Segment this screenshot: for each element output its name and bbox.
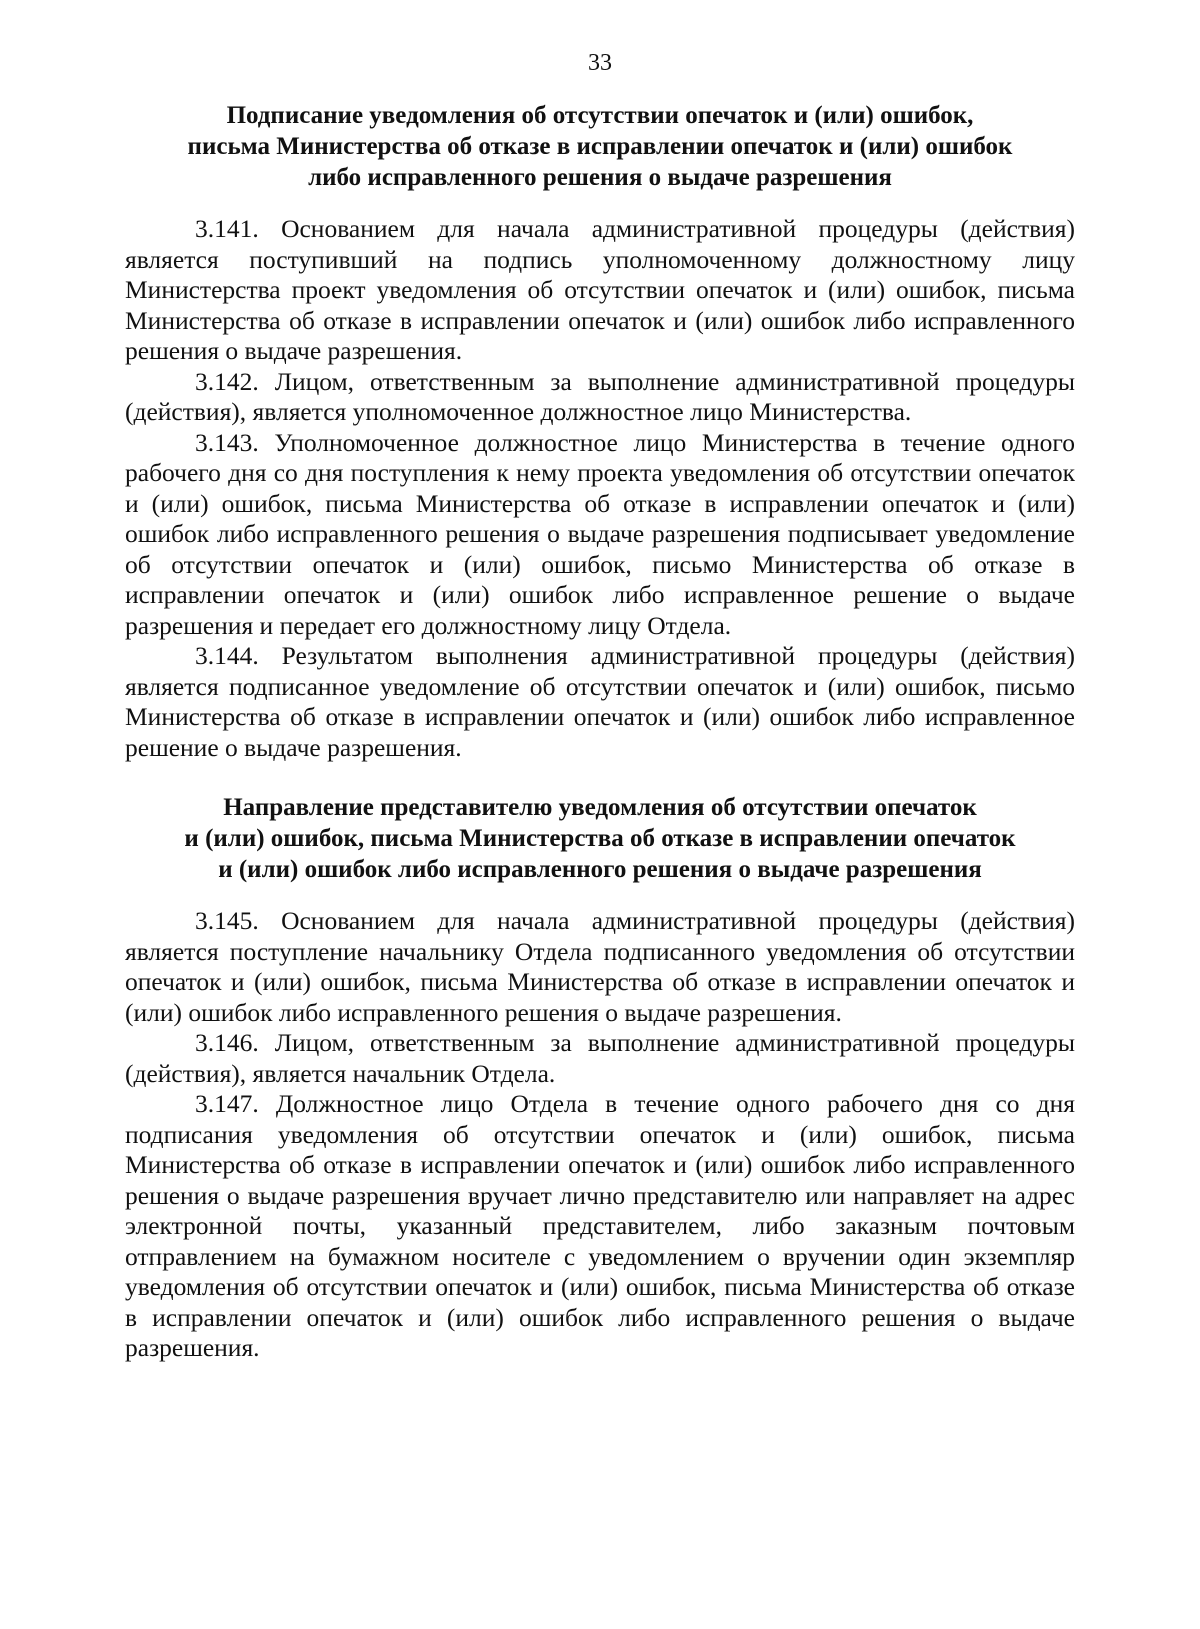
paragraph-3-144: 3.144. Результатом выполнения административной процедуры (действия) является подписанное уведомление об отсутствии опечаток и (или) ошибок, письмо Министерства об отказе в исправлении опечаток и (или) ошибок либо исправленное решение о выдаче разрешения.	[125, 641, 1075, 762]
spacer	[125, 763, 1075, 792]
paragraph-3-146: 3.146. Лицом, ответственным за выполнение административной процедуры (действия), является начальник Отдела.	[125, 1028, 1075, 1088]
paragraph-3-145: 3.145. Основанием для начала административной процедуры (действия) является поступление начальнику Отдела подписанного уведомления об отсутствии опечаток и (или) ошибок, письма Министерства об отказе в исправлении опечаток и (или) ошибок либо исправленного решения о выдаче разрешения.	[125, 906, 1075, 1027]
heading-line: письма Министерства об отказе в исправлении опечаток и (или) ошибок	[187, 133, 1013, 160]
heading-line: и (или) ошибок либо исправленного решения о выдаче разрешения	[218, 856, 982, 883]
paragraph-3-143: 3.143. Уполномоченное должностное лицо Министерства в течение одного рабочего дня со дня поступления к нему проекта уведомления об отсутствии опечаток и (или) ошибок, письма Министерства об отказе в исправлении опечаток и (или) ошибок либо исправленного решения о выдаче разрешения подписывает уведомление об отсутствии опечаток и (или) ошибок, письмо Министерства об отказе в исправлении опечаток и (или) ошибок либо исправленное решение о выдаче разрешения и передает его должностному лицу Отдела.	[125, 427, 1075, 640]
section-heading-delivery	[125, 792, 1075, 885]
spacer	[125, 885, 1075, 906]
paragraph-3-147: 3.147. Должностное лицо Отдела в течение одного рабочего дня со дня подписания уведомления об отсутствии опечаток и (или) ошибок, письма Министерства об отказе в исправлении опечаток и (или) ошибок либо исправленного решения о выдаче разрешения вручает лично представителю или направляет на адрес электронной почты, указанный представителем, либо заказным почтовым отправлением на бумажном носителе с уведомлением о вручении один экземпляр уведомления об отсутствии опечаток и (или) ошибок, письма Министерства об отказе в исправлении опечаток и (или) ошибок либо исправленного решения о выдаче разрешения.	[125, 1089, 1075, 1362]
section-heading-signing	[125, 100, 1075, 193]
heading-line: и (или) ошибок, письма Министерства об отказе в исправлении опечаток	[184, 825, 1016, 852]
spacer	[125, 193, 1075, 214]
page-number: 33	[588, 50, 612, 76]
paragraph-3-142: 3.142. Лицом, ответственным за выполнение административной процедуры (действия), является уполномоченное должностное лицо Министерства.	[125, 366, 1075, 426]
paragraph-3-141: 3.141. Основанием для начала административной процедуры (действия) является поступивший на подпись уполномоченному должностному лицу Министерства проект уведомления об отсутствии опечаток и (или) ошибок, письма Министерства об отказе в исправлении опечаток и (или) ошибок либо исправленного решения о выдаче разрешения.	[125, 214, 1075, 365]
heading-line: Подписание уведомления об отсутствии опечаток и (или) ошибок,	[226, 102, 974, 129]
heading-line: либо исправленного решения о выдаче разрешения	[308, 164, 892, 191]
heading-line: Направление представителю уведомления об отсутствии опечаток	[223, 794, 977, 821]
document-body	[125, 100, 1075, 1364]
